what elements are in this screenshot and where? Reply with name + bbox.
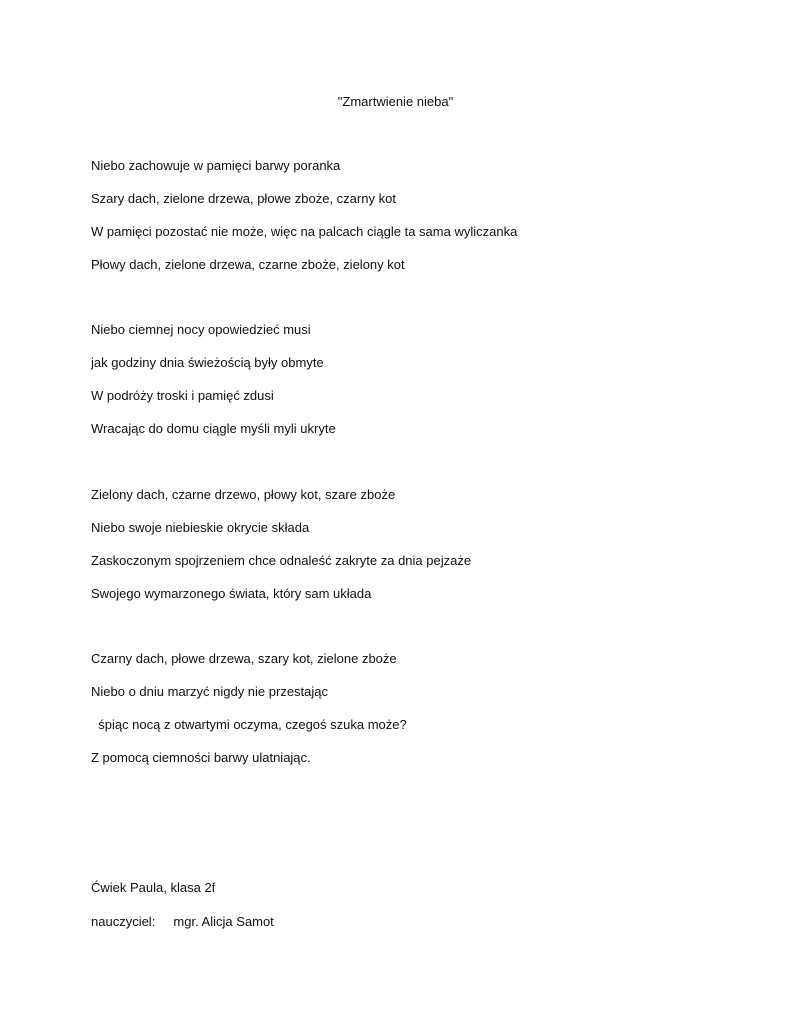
poem-line: Swojego wymarzonego świata, który sam układa [91,586,372,601]
poem-line: Niebo ciemnej nocy opowiedzieć musi [91,322,311,337]
poem-line: Płowy dach, zielone drzewa, czarne zboże, zielony kot [91,257,405,272]
poem-line: W podróży troski i pamięć zdusi [91,388,274,403]
poem-line: Niebo o dniu marzyć nigdy nie przestając [91,684,329,699]
poem-line: jak godziny dnia świeżością były obmyte [91,355,324,370]
poem-line: Z pomocą ciemności barwy ulatniając. [91,750,311,765]
poem-title: "Zmartwienie nieba" [337,94,454,109]
poem-line: Szary dach, zielone drzewa, płowe zboże, czarny kot [91,191,396,206]
poem-line: Zaskoczonym spojrzeniem chce odnaleść zakryte za dnia pejzaże [91,553,472,568]
poem-line: Czarny dach, płowe drzewa, szary kot, zielone zboże [91,651,397,666]
poem-line: śpiąc nocą z otwartymi oczyma, czegoś szuka może? [91,717,407,732]
poem-line: Niebo swoje niebieskie okrycie składa [91,520,310,535]
author-line: Ćwiek Paula, klasa 2f [91,880,216,895]
poem-line: Niebo zachowuje w pamięci barwy poranka [91,158,341,173]
poem-line: Zielony dach, czarne drzewo, płowy kot, szare zboże [91,487,396,502]
poem-line: Wracając do domu ciągle myśli myli ukryte [91,421,336,436]
poem-line: W pamięci pozostać nie może, więc na palcach ciągle ta sama wyliczanka [91,224,518,239]
teacher-line: nauczyciel: mgr. Alicja Samot [91,914,274,929]
